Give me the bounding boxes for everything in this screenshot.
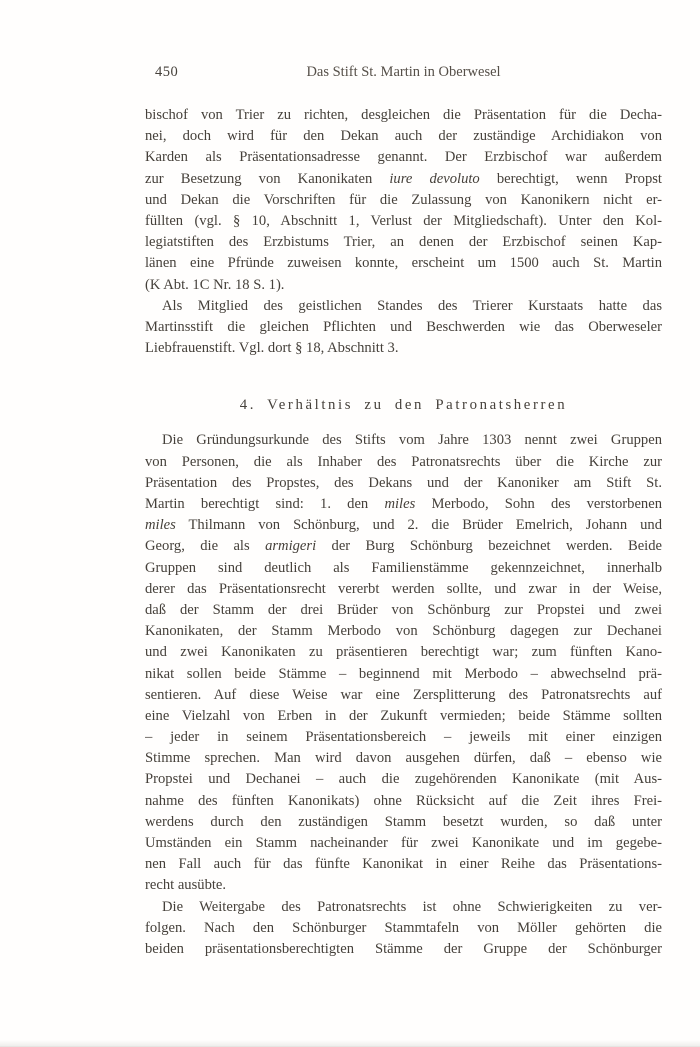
body-paragraph bbox=[145, 296, 662, 360]
text-line: Präsentation des Propstes, des Dekans und der Kanoniker am Stift St. bbox=[145, 474, 662, 491]
text-line: daß der Stamm der drei Brüder von Schönburg zur Propstei und zwei bbox=[145, 601, 662, 618]
text-line: (K Abt. 1C Nr. 18 S. 1). bbox=[145, 276, 285, 293]
text-line: – jeder in seinem Präsentationsbereich – jeweils mit einer einzigen bbox=[145, 729, 662, 746]
text-line: bischof von Trier zu richten, desgleichen die Präsentation für die Decha- bbox=[145, 107, 662, 123]
text-line: sentieren. Auf diese Weise war eine Zersplitterung des Patronatsrechts auf bbox=[145, 686, 662, 703]
text-line: Gruppen sind deutlich als Familienstämme gekennzeichnet, innerhalb bbox=[145, 559, 662, 576]
text-line: nei, doch wird für den Dekan auch der zuständige Archidiakon von bbox=[145, 128, 662, 145]
text-line: länen eine Pfründe zuweisen konnte, erscheint um 1500 auch St. Martin bbox=[145, 255, 662, 272]
running-title: Das Stift St. Martin in Oberwesel bbox=[306, 64, 501, 80]
text-line: recht ausübte. bbox=[145, 877, 227, 894]
text-line: folgen. Nach den Schönburger Stammtafeln von Möller gehörten die bbox=[145, 919, 662, 936]
text-line: derer das Präsentationsrecht vererbt werden sollte, und zwar in der Weise, bbox=[145, 580, 662, 597]
body-paragraph bbox=[145, 430, 662, 896]
text-line: beiden präsentationsberechtigten Stämme der Gruppe der Schönburger bbox=[145, 940, 662, 957]
text-line: Propstei und Dechanei – auch die zugehörenden Kanonikate (mit Aus- bbox=[145, 771, 662, 788]
body-paragraph bbox=[145, 897, 662, 961]
page-body bbox=[145, 105, 662, 960]
text-line: Die Weitergabe des Patronatsrechts ist ohne Schwierigkeiten zu ver- bbox=[162, 898, 662, 915]
text-line: Die Gründungsurkunde des Stifts vom Jahre 1303 nennt zwei Gruppen bbox=[162, 432, 662, 449]
text-line: und zwei Kanonikaten zu präsentieren berechtigt war; zum fünften Kano- bbox=[145, 644, 662, 661]
text-line: nen Fall auch für das fünfte Kanonikat in einer Reihe das Präsentations- bbox=[145, 856, 662, 873]
text-line: werdens durch den zuständigen Stamm besetzt wurden, so daß unter bbox=[145, 813, 662, 830]
text-line: füllten (vgl. § 10, Abschnitt 1, Verlust der Mitgliedschaft). Unter den Kol- bbox=[145, 212, 662, 229]
text-line: Martin berechtigt sind: 1. den miles Merbodo, Sohn des verstorbenen bbox=[145, 496, 662, 512]
text-column bbox=[145, 64, 662, 960]
text-line: Stimme sprechen. Man wird davon ausgehen dürfen, daß – ebenso wie bbox=[145, 750, 662, 767]
text-line: zur Besetzung von Kanonikaten iure devoluto berechtigt, wenn Propst bbox=[145, 170, 662, 187]
text-line: Liebfrauenstift. Vgl. dort § 18, Abschnitt 3. bbox=[145, 340, 399, 357]
text-line: eine Vielzahl von Erben in der Zukunft vermieden; beide Stämme sollten bbox=[145, 707, 662, 724]
section-heading: 4. Verhältnis zu den Patronatsherren bbox=[239, 397, 568, 414]
body-paragraph bbox=[145, 105, 662, 296]
text-line: Martinsstift die gleichen Pflichten und Beschwerden wie das Oberweseler bbox=[145, 318, 662, 335]
text-line: miles Thilmann von Schönburg, und 2. die Brüder Emelrich, Johann und bbox=[145, 517, 662, 534]
page-header bbox=[145, 64, 662, 80]
text-line: Karden als Präsentationsadresse genannt. Der Erzbischof war außerdem bbox=[145, 149, 662, 166]
text-line: und Dekan die Vorschriften für die Zulassung von Kanonikern nicht er- bbox=[145, 191, 662, 208]
text-line: von Personen, die als Inhaber des Patronatsrechts über die Kirche zur bbox=[145, 453, 662, 470]
text-line: Georg, die als armigeri der Burg Schönburg bezeichnet werden. Beide bbox=[145, 538, 662, 555]
text-line: nahme des fünften Kanonikats) ohne Rücksicht auf die Zeit ihres Frei- bbox=[145, 792, 662, 809]
text-line: nikat sollen beide Stämme – beginnend mit Merbodo – abwechselnd prä- bbox=[145, 665, 662, 682]
page-number: 450 bbox=[155, 64, 179, 80]
text-line: legiatstiften des Erzbistums Trier, an denen der Erzbischof seinen Kap- bbox=[145, 234, 662, 251]
scan-edge bbox=[0, 1040, 700, 1047]
text-line: Umständen ein Stamm nacheinander für zwei Kanonikate und im gegebe- bbox=[145, 835, 662, 851]
text-line: Kanonikaten, der Stamm Merbodo von Schönburg dagegen zur Dechanei bbox=[145, 623, 662, 640]
text-line: Als Mitglied des geistlichen Standes des Trierer Kurstaats hatte das bbox=[162, 297, 662, 314]
